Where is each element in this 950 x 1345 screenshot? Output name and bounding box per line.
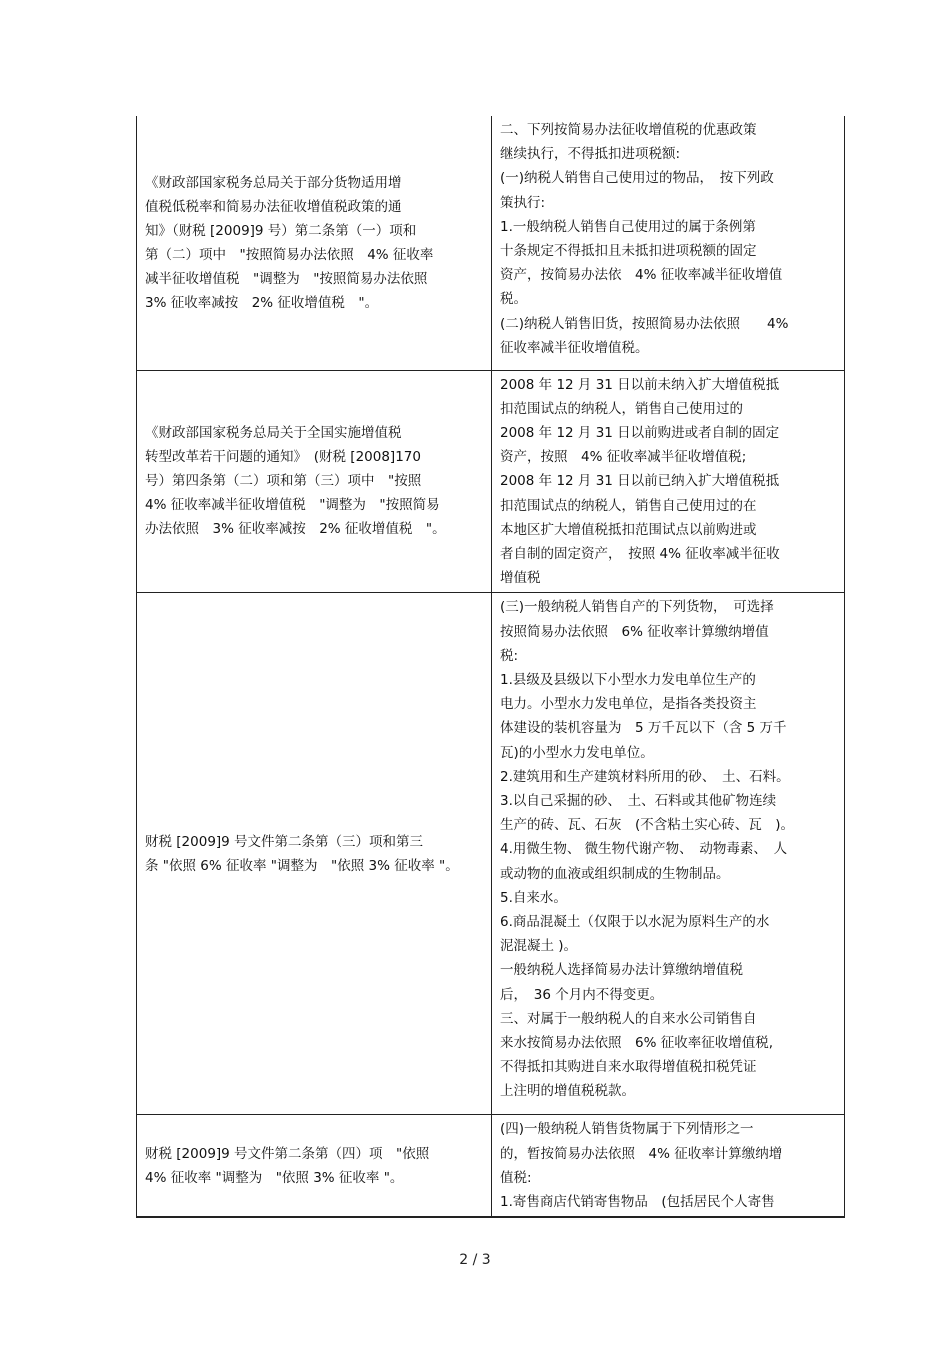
text-line: 财税 [2009]9 号文件第二条第（三）项和第三 — [145, 833, 424, 850]
text-line: 知》（财税 [2009]9 号）第二条第（一）项和 — [145, 222, 417, 239]
text-line: 税: — [500, 647, 519, 664]
text-line: 值税低税率和简易办法征收增值税政策的通 — [145, 198, 402, 215]
text-line: 2008 年 12 月 31 日以前未纳入扩大增值税抵 — [500, 376, 780, 393]
table-row — [137, 1115, 845, 1217]
text-line: 《财政部国家税务总局关于部分货物适用增 — [145, 174, 402, 191]
text-line: 扣范围试点的纳税人，销售自己使用过的在 — [500, 497, 757, 514]
text-line: 5.自来水。 — [500, 889, 567, 906]
policy-comparison-table — [136, 116, 845, 1218]
text-line: 生产的砖、瓦、石灰 (不含粘土实心砖、瓦 )。 — [500, 817, 795, 834]
text-line: 体建设的装机容量为 5 万千瓦以下（含 5 万千 — [500, 720, 787, 737]
table-row — [137, 116, 845, 370]
text-line: 税。 — [500, 291, 527, 308]
text-line: (一)纳税人销售自己使用过的物品， 按下列政 — [500, 170, 774, 187]
text-line: 财税 [2009]9 号文件第二条第（四）项 "依照 — [145, 1145, 430, 1162]
text-line: 二、下列按简易办法征收增值税的优惠政策 — [500, 122, 757, 138]
text-line: 增值税 — [500, 570, 541, 587]
text-line: 或动物的血液或组织制成的生物制品。 — [500, 865, 730, 882]
text-line: 继续执行，不得抵扣进项税额: — [500, 146, 681, 163]
text-line: 不得抵扣其购进自来水取得增值税扣税凭证 — [500, 1059, 757, 1076]
text-line: 4.用微生物、 微生物代谢产物、 动物毒素、 人 — [500, 841, 788, 858]
text-line: 按照简易办法依照 6% 征收率计算缴纳增值 — [500, 623, 769, 640]
text-line: 者自制的固定资产， 按照 4% 征收率减半征收 — [500, 545, 780, 562]
text-line: 策执行: — [500, 194, 546, 211]
text-line: 1.一般纳税人销售自己使用过的属于条例第 — [500, 218, 756, 235]
text-line: 三、对属于一般纳税人的自来水公司销售自 — [500, 1010, 757, 1027]
text-line: 1.县级及县级以下小型水力发电单位生产的 — [500, 671, 756, 688]
text-line: 后， 36 个月内不得变更。 — [500, 986, 664, 1003]
text-line: 3.以自己采掘的砂、 土、石料或其他矿物连续 — [500, 792, 777, 809]
text-line: 4% 征收率减半征收增值税 "调整为 "按照简易 — [145, 497, 440, 514]
text-line: 十条规定不得抵扣且未抵扣进项税额的固定 — [500, 243, 757, 260]
table-row — [137, 593, 845, 1115]
original-provision-cell — [137, 116, 492, 370]
text-line: 1.寄售商店代销寄售物品 (包括居民个人寄售 — [500, 1193, 775, 1210]
text-line: 上注明的增值税税款。 — [500, 1083, 635, 1100]
text-line: 办法依照 3% 征收率减按 2% 征收增值税 "。 — [145, 521, 446, 538]
text-line: 一般纳税人选择简易办法计算缴纳增值税 — [500, 962, 743, 979]
page-number: 2 / 3 — [459, 1252, 491, 1268]
text-line: 3% 征收率减按 2% 征收增值税 "。 — [145, 294, 379, 311]
text-line: 条 "依照 6% 征收率 "调整为 "依照 3% 征收率 "。 — [145, 857, 459, 874]
text-line: 电力。小型水力发电单位，是指各类投资主 — [500, 696, 757, 713]
text-line: 2008 年 12 月 31 日以前已纳入扩大增值税抵 — [500, 473, 780, 490]
table-body — [137, 116, 845, 1217]
text-line: 6.商品混凝土（仅限于以水泥为原料生产的水 — [500, 913, 770, 930]
text-line: 本地区扩大增值税抵扣范围试点以前购进或 — [500, 521, 757, 538]
original-provision-cell — [137, 370, 492, 593]
text-line: 资产，按简易办法依 4% 征收率减半征收增值 — [500, 267, 783, 284]
original-provision-cell — [137, 1115, 492, 1217]
text-line: 征收率减半征收增值税。 — [500, 339, 649, 356]
original-provision-cell — [137, 593, 492, 1115]
text-line: 资产，按照 4% 征收率减半征收增值税; — [500, 449, 747, 466]
text-line: 来水按简易办法依照 6% 征收率征收增值税, — [500, 1034, 773, 1051]
table-row — [137, 370, 845, 593]
text-line: (二)纳税人销售旧货，按照简易办法依照 4% — [500, 315, 789, 332]
text-line: 减半征收增值税 "调整为 "按照简易办法依照 — [145, 270, 428, 287]
text-line: 泥混凝土 )。 — [500, 938, 578, 955]
text-line: 的，暂按简易办法依照 4% 征收率计算缴纳增 — [500, 1145, 783, 1162]
text-line: 扣范围试点的纳税人，销售自己使用过的 — [500, 400, 743, 417]
text-line: 号）第四条第（二）项和第（三）项中 "按照 — [145, 473, 422, 490]
text-line: 2.建筑用和生产建筑材料所用的砂、 土、石料。 — [500, 768, 790, 785]
text-line: 瓦)的小型水力发电单位。 — [500, 744, 654, 761]
text-line: 《财政部国家税务总局关于全国实施增值税 — [145, 425, 402, 442]
text-line: (四)一般纳税人销售货物属于下列情形之一 — [500, 1121, 754, 1138]
text-line: 值税: — [500, 1169, 532, 1186]
text-line: (三)一般纳税人销售自产的下列货物， 可选择 — [500, 599, 774, 616]
text-line: 4% 征收率 "调整为 "依照 3% 征收率 "。 — [145, 1169, 404, 1186]
text-line: 第（二）项中 "按照简易办法依照 4% 征收率 — [145, 246, 434, 263]
policy-detail-cell — [492, 1115, 845, 1217]
text-line: 2008 年 12 月 31 日以前购进或者自制的固定 — [500, 424, 780, 441]
policy-detail-cell — [492, 593, 845, 1115]
text-line: 转型改革若干问题的通知》 (财税 [2008]170 — [145, 449, 421, 466]
policy-detail-cell — [492, 116, 845, 370]
policy-detail-cell — [492, 370, 845, 593]
